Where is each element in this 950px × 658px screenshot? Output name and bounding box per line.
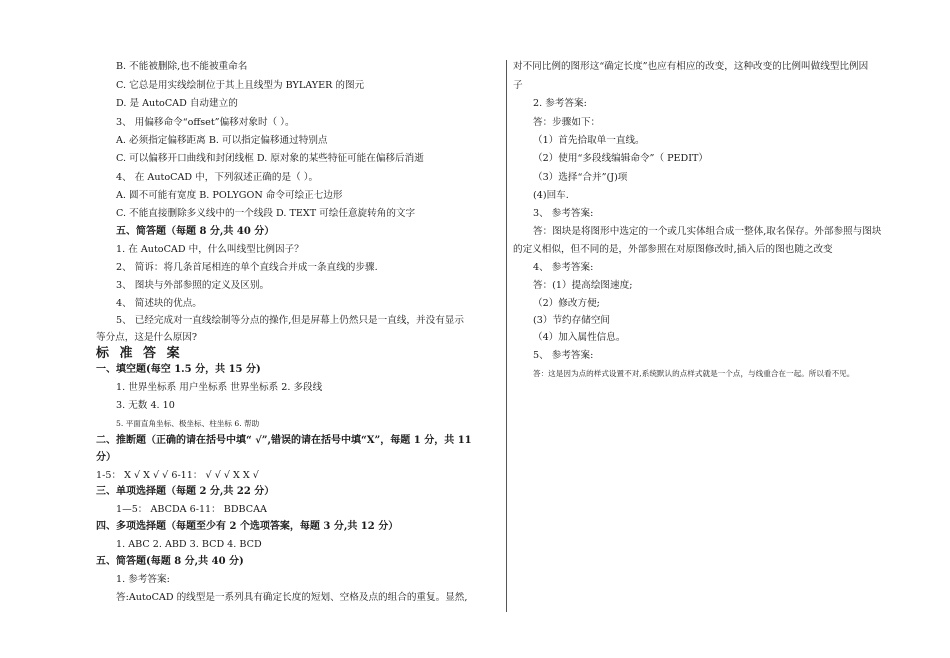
question-line: 1. 在 AutoCAD 中，什么叫线型比例因子？: [116, 244, 304, 255]
answer-line: 的定义相似，但不同的是，外部参照在对原图修改时,插入后的图也随之改变: [513, 244, 833, 255]
answer-line: 1-5： X √ X √ √ 6-11： √ √ √ X X √: [96, 470, 259, 481]
answer-line: 1—5： ABCDA 6-11： BDBCAA: [116, 504, 267, 515]
section-heading: 四、多项选择题（每题至少有 2 个选项答案，每题 3 分,共 12 分）: [96, 521, 399, 532]
answer-line: （4）加入属性信息。: [533, 332, 626, 343]
answer-line: 1. 世界坐标系 用户坐标系 世界坐标系 2. 多段线: [116, 382, 323, 393]
answer-line: 对不同比例的图形这“确定长度”也应有相应的改变，这种改变的比例叫做线型比例因: [513, 61, 869, 72]
answer-key-title: 标 准 答 案: [96, 346, 183, 361]
answer-line: 3、 参考答案:: [533, 208, 594, 219]
answer-line: （3）选择“合并”(J)项: [533, 172, 628, 183]
answer-line: （2）修改方便;: [533, 298, 600, 309]
answer-line: 1. 参考答案:: [116, 574, 170, 585]
option-line: A. 圆不可能有宽度 B. POLYGON 命令可绘正七边形: [116, 190, 343, 201]
question-line: 3、 图块与外部参照的定义及区别。: [116, 280, 270, 291]
option-line: D. 是 AutoCAD 自动建立的: [116, 98, 238, 109]
answer-line: (3）节约存储空间: [533, 315, 611, 326]
question-line: 3、 用偏移命令“offset”偏移对象时（ ）。: [116, 117, 295, 128]
answer-line: （2）使用“多段线编辑命令”（ PEDIT）: [533, 153, 709, 164]
section-heading: 二、推断题（正确的请在括号中填“ √”,错误的请在括号中填“X”，每题 1 分，共 11: [96, 435, 472, 446]
section-heading-cont: 分）: [96, 452, 116, 463]
question-line: 5、 已经完成对一直线绘制等分点的操作,但是屏幕上仍然只是一直线，并没有显示: [116, 315, 464, 326]
answer-line: （1）首先拾取单一直线。: [533, 135, 645, 146]
column-divider: [506, 60, 507, 612]
answer-line: 1. ABC 2. ABD 3. BCD 4. BCD: [116, 539, 262, 550]
answer-line: 子: [513, 80, 523, 91]
answer-line: 答：步骤如下：: [533, 117, 601, 128]
section-heading: 五、简答题（每题 8 分,共 40 分）: [116, 226, 275, 237]
option-line: C. 可以偏移开口曲线和封闭线框 D. 原对象的某些特征可能在偏移后消逝: [116, 153, 424, 164]
question-line: 2、 简诉：将几条首尾相连的单个直线合并成一条直线的步骤.: [116, 262, 378, 273]
answer-line: 答：(1）提高绘图速度;: [533, 280, 633, 291]
answer-line: 答：图块是将图形中选定的一个或几实体组合成一整体,取名保存。外部参照与图块: [533, 226, 882, 237]
option-line: A. 必须指定偏移距离 B. 可以指定偏移通过特别点: [116, 135, 328, 146]
option-line: C. 它总是用实线绘制位于其上且线型为 BYLAYER 的图元: [116, 80, 365, 91]
answer-line: 2. 参考答案:: [533, 98, 587, 109]
answer-line: 5. 平面直角坐标、极坐标、柱坐标 6. 帮助: [116, 419, 260, 428]
answer-line: 答:AutoCAD 的线型是一系列具有确定长度的短划、空格及点的组合的重复。显然,: [116, 592, 468, 603]
answer-line: 5、 参考答案:: [533, 350, 594, 361]
answer-line: 4、 参考答案:: [533, 262, 594, 273]
option-line: C. 不能直接删除多义线中的一个线段 D. TEXT 可绘任意旋转角的文字: [116, 208, 416, 219]
section-heading: 一、填空题(每空 1.5 分，共 15 分): [96, 364, 261, 375]
question-line: 4、 简述块的优点。: [116, 298, 202, 309]
option-line: B. 不能被删除,也不能被重命名: [116, 61, 248, 72]
answer-line: (4)回车.: [533, 190, 569, 201]
answer-line: 答：这是因为点的样式设置不对,系统默认的点样式就是一个点，与线重合在一起。所以看不见。: [533, 369, 855, 378]
section-heading: 三、单项选择题（每题 2 分,共 22 分）: [96, 486, 275, 497]
question-line: 等分点，这是什么原因?: [96, 332, 198, 343]
section-heading: 五、简答题(每题 8 分,共 40 分): [96, 556, 244, 567]
answer-line: 3. 无数 4. 10: [116, 400, 175, 411]
question-line: 4、 在 AutoCAD 中，下列叙述正确的是（ ）。: [116, 172, 319, 183]
